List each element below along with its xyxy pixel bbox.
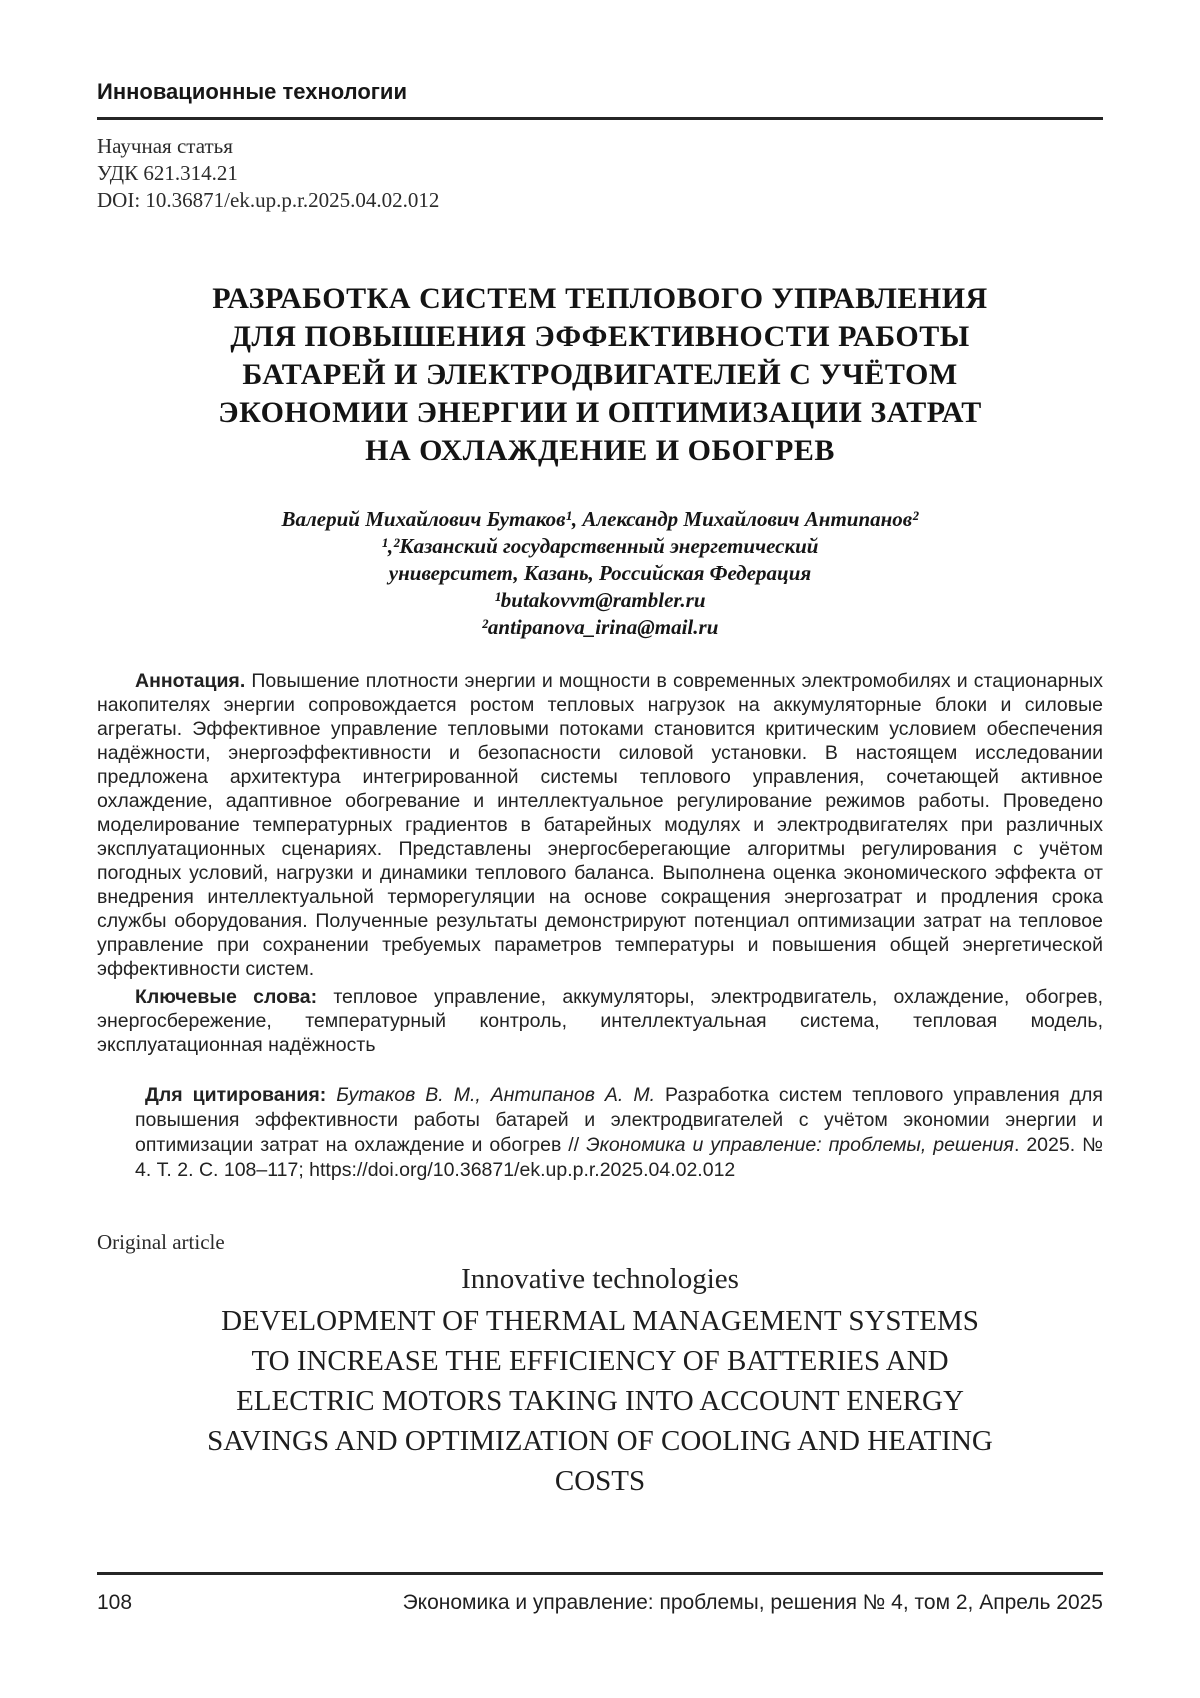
citation-authors: Бутаков В. М., Антипанов А. М. — [326, 1084, 665, 1106]
authors-line: Валерий Михайлович Бутаков¹, Александр Михайлович Антипанов² — [281, 507, 919, 531]
title-en-line: SAVINGS AND OPTIMIZATION OF COOLING AND HEATING — [207, 1425, 993, 1457]
author-email: ²antipanova_irina@mail.ru — [481, 615, 719, 639]
citation-text: Разработка систем теплового управления для повышения эффективности работы батарей и электродвигателей с учётом экономии энергии и оптимизации затрат на охлаждение и обогрев // — [135, 1084, 1103, 1156]
article-meta — [97, 133, 1103, 214]
keywords-text: тепловое управление, аккумуляторы, электродвигатель, охлаждение, обогрев, энергосбережение, температурный контроль, интеллектуальная система, тепловая модель, эксплуатационная надёжность — [97, 986, 1103, 1056]
section-header-ru: Инновационные технологии — [97, 79, 407, 104]
article-type: Научная статья — [97, 134, 233, 158]
page-footer — [97, 1572, 1103, 1616]
citation-journal: Экономика и управление: проблемы, решения — [586, 1134, 1014, 1156]
header-rule — [97, 117, 1103, 120]
abstract-paragraph — [97, 669, 1103, 981]
keywords-paragraph — [97, 985, 1103, 1057]
footer-row — [97, 1590, 1103, 1616]
journal-info: Экономика и управление: проблемы, решения № 4, том 2, Апрель 2025 — [402, 1591, 1103, 1614]
keywords-label: Ключевые слова: — [135, 986, 318, 1008]
article-title-en — [97, 1301, 1103, 1501]
affiliation-line: ¹,²Казанский государственный энергетический — [381, 534, 819, 558]
doi-line: DOI: 10.36871/ek.up.p.r.2025.04.02.012 — [97, 188, 440, 212]
citation-text-tail: . 2025. № 4. Т. 2. С. 108–117; https://doi.org/10.36871/ek.up.p.r.2025.04.02.012 — [135, 1134, 1103, 1181]
title-ru-line: НА ОХЛАЖДЕНИЕ И ОБОГРЕВ — [365, 434, 835, 467]
abstract-text: Повышение плотности энергии и мощности в современных электромобилях и стационарных накопителях энергии сопровождается ростом тепловых нагрузок на аккумуляторные блоки и силовые агрегаты. Эффективное управление тепловыми потоками становится критическим условием обеспечения надёжности, энергоэффективности и безопасности силовой установки. В настоящем исследовании предложена архитектура интегрированной системы теплового управления, сочетающей активное охлаждение, адаптивное обогревание и интеллектуальное регулирование режимов работы. Проведено моделирование температурных градиентов в батарейных модулях и электродвигателях при различных эксплуатационных сценариях. Представлены энергосберегающие алгоритмы регулирования с учётом погодных условий, нагрузки и динамики теплового баланса. Выполнена оценка экономического эффекта от внедрения интеллектуальной терморегуляции на основе сокращения энергозатрат и продления срока службы оборудования. Полученные результаты демонстрируют потенциал оптимизации затрат на тепловое управление при сохранении требуемых параметров температуры и повышения общей энергетической эффективности систем. — [97, 670, 1103, 980]
page-content — [97, 0, 1103, 1501]
author-email: ¹butakovvm@rambler.ru — [494, 588, 706, 612]
abstract-label: Аннотация. — [135, 670, 246, 692]
original-article-label: Original article — [97, 1230, 225, 1254]
footer-rule — [97, 1572, 1103, 1575]
page-number: 108 — [97, 1591, 133, 1614]
citation-label: Для цитирования: — [145, 1084, 327, 1106]
title-ru-line: БАТАРЕЙ И ЭЛЕКТРОДВИГАТЕЛЕЙ С УЧЁТОМ — [242, 358, 958, 391]
citation-block — [135, 1083, 1103, 1183]
udk-number: УДК 621.314.21 — [97, 161, 238, 185]
abstract-section — [97, 669, 1103, 1057]
title-en-line: DEVELOPMENT OF THERMAL MANAGEMENT SYSTEMS — [221, 1305, 979, 1337]
title-ru-line: РАЗРАБОТКА СИСТЕМ ТЕПЛОВОГО УПРАВЛЕНИЯ — [212, 282, 988, 315]
title-en-line: COSTS — [554, 1465, 646, 1497]
section-header-en: Innovative technologies — [461, 1263, 739, 1295]
title-ru-line: ЭКОНОМИИ ЭНЕРГИИ И ОПТИМИЗАЦИИ ЗАТРАТ — [218, 396, 982, 429]
authors-block — [97, 506, 1103, 641]
title-ru-line: ДЛЯ ПОВЫШЕНИЯ ЭФФЕКТИВНОСТИ РАБОТЫ — [230, 320, 970, 353]
title-en-line: TO INCREASE THE EFFICIENCY OF BATTERIES AND — [251, 1345, 949, 1377]
article-title-ru — [97, 280, 1103, 470]
title-en-line: ELECTRIC MOTORS TAKING INTO ACCOUNT ENERGY — [236, 1385, 964, 1417]
affiliation-line: университет, Казань, Российская Федерация — [388, 561, 812, 585]
